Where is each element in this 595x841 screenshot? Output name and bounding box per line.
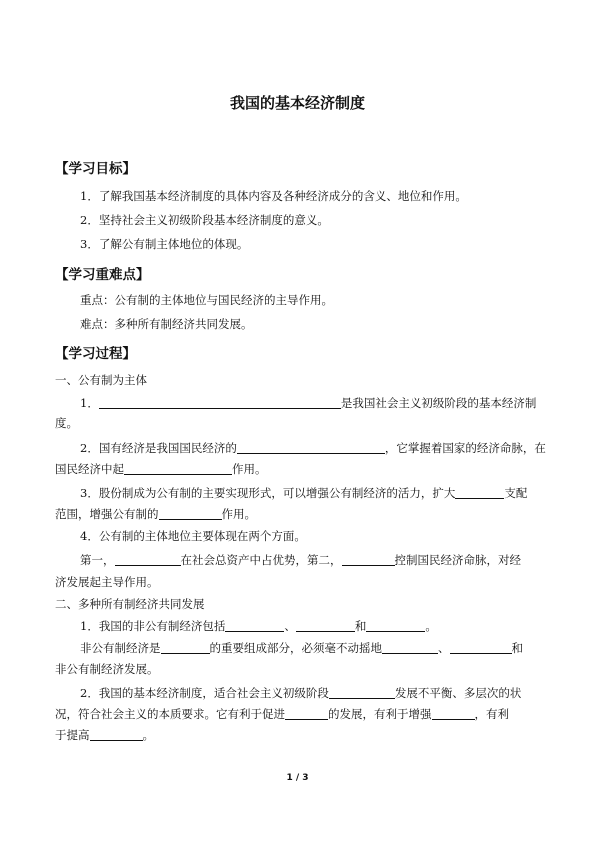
part1-q4-detail (80, 552, 521, 568)
text: 3．股份制成为公有制的主要实现形式，可以增强公有制经济的活力，扩大 (80, 486, 456, 500)
text: 国民经济中起 (55, 462, 124, 476)
goal-item-2: 2．坚持社会主义初级阶段基本经济制度的意义。 (80, 213, 329, 227)
text: 作用。 (232, 462, 267, 476)
part1-q4-wrap: 济发展起主导作用。 (55, 575, 159, 589)
part1-heading: 一、公有制为主体 (55, 373, 147, 387)
text: 和 (511, 641, 523, 655)
goal-item-1: 1．了解我国基本经济制度的具体内容及各种经济成分的含义、地位和作用。 (80, 189, 467, 203)
section-heading-goals: 【学习目标】 (55, 161, 136, 177)
fill-blank[interactable] (329, 686, 395, 699)
text: ，有利 (474, 707, 509, 721)
fill-blank[interactable] (159, 507, 222, 520)
part1-q1 (80, 395, 536, 411)
text: 支配 (504, 486, 528, 500)
q1-suffix: 是我国社会主义初级阶段的基本经济制 (340, 396, 537, 410)
text: 和 (354, 619, 367, 633)
text: 。 (425, 619, 437, 633)
fill-blank[interactable] (342, 553, 395, 566)
text: 1．我国的非公有制经济包括 (80, 619, 226, 633)
part2-q1 (80, 618, 437, 634)
section-heading-key: 【学习重难点】 (55, 267, 150, 283)
part1-q3-wrap (55, 506, 256, 522)
part2-q2 (80, 685, 521, 701)
part2-heading: 二、多种所有制经济共同发展 (55, 597, 205, 611)
text: 于提高 (55, 728, 90, 742)
fill-blank[interactable] (285, 707, 328, 720)
part1-q2 (80, 440, 546, 456)
fill-blank[interactable] (99, 396, 341, 409)
fill-blank[interactable] (161, 641, 210, 654)
key-point: 重点：公有制的主体地位与国民经济的主导作用。 (80, 293, 333, 307)
fill-blank[interactable] (450, 641, 512, 654)
text: ，它掌握着国家的经济命脉，在 (384, 441, 546, 455)
text: 况，符合社会主义的本质要求。它有利于促进 (55, 707, 285, 721)
part1-q3 (80, 485, 527, 501)
text: 控制国民经济命脉，对经 (394, 553, 521, 567)
text: 第一， (80, 553, 115, 567)
q1-prefix: 1． (80, 396, 99, 410)
fill-blank[interactable] (296, 619, 355, 632)
part2-q2-wrap1 (55, 706, 509, 722)
page-title: 我国的基本经济制度 (229, 94, 365, 112)
fill-blank[interactable] (124, 462, 232, 475)
text: 2．我国的基本经济制度，适合社会主义初级阶段 (80, 686, 329, 700)
section-heading-process: 【学习过程】 (55, 346, 136, 362)
text: 在社会总资产中占优势，第二， (180, 553, 342, 567)
fill-blank[interactable] (225, 619, 284, 632)
part2-q2-wrap2 (55, 727, 154, 743)
text: 的发展，有利于增强 (328, 707, 432, 721)
fill-blank[interactable] (115, 553, 181, 566)
page-number: 1 / 3 (286, 773, 309, 783)
text: 发展不平衡、多层次的状 (394, 686, 522, 700)
part1-q4: 4．公有制的主体地位主要体现在两个方面。 (80, 529, 306, 543)
text: 、 (284, 619, 296, 633)
text: 非公有制经济是 (80, 641, 161, 655)
fill-blank[interactable] (382, 641, 438, 654)
fill-blank[interactable] (237, 441, 385, 454)
part2-q1-extra (80, 640, 523, 656)
text: 范围，增强公有制的 (55, 507, 159, 521)
text: 作用。 (221, 507, 256, 521)
fill-blank[interactable] (90, 728, 143, 741)
text: 的重要组成部分，必须毫不动摇地 (209, 641, 382, 655)
text: 。 (142, 728, 154, 742)
text: 2．国有经济是我国国民经济的 (80, 441, 237, 455)
part2-q1-wrap: 非公有制经济发展。 (55, 662, 159, 676)
fill-blank[interactable] (366, 619, 425, 632)
part1-q1-wrap: 度。 (55, 416, 78, 430)
goal-item-3: 3．了解公有制主体地位的体现。 (80, 237, 249, 251)
difficult-point: 难点：多种所有制经济共同发展。 (80, 317, 253, 331)
part1-q2-wrap (55, 461, 267, 477)
fill-blank[interactable] (432, 707, 475, 720)
fill-blank[interactable] (455, 486, 504, 499)
text: 、 (438, 641, 450, 655)
